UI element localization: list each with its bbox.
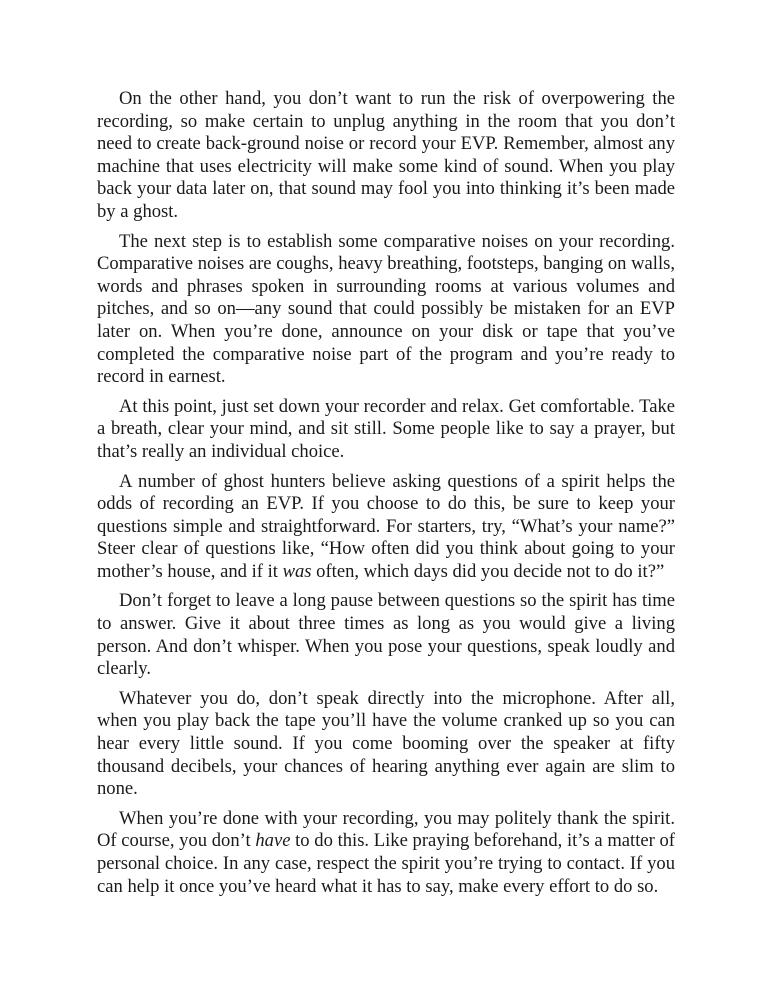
paragraph-asking-questions	[97, 471, 675, 584]
page-body	[97, 88, 675, 905]
emphasis-text: was	[282, 560, 312, 582]
paragraph-text: Whatever you do, don’t speak directly into the microphone. After all, when you play back the tape you’ll have the volume cranked up so you can hear every little sound. If you come booming over the speaker at fifty thousand decibels, your chances of hearing anything ever again are slim to none.	[97, 687, 675, 800]
paragraph-microphone	[97, 688, 675, 801]
paragraph-text: When you’re done with your recording, you may politely thank the spirit. Of course, you don’t	[97, 807, 675, 852]
paragraph-long-pause	[97, 590, 675, 680]
paragraph-comparative-noises	[97, 231, 675, 389]
paragraph-text: Don’t forget to leave a long pause between questions so the spirit has time to answer. Give it about three times as long as you would give a living person. And don’t whisper. When you pose your questions, speak loudly and clearly.	[97, 590, 675, 680]
paragraph-text: often, which days did you decide not to do it?”	[311, 560, 665, 582]
paragraph-text: The next step is to establish some comparative noises on your recording. Comparative noises are coughs, heavy breathing, footsteps, banging on walls, words and phrases spoken in surrounding rooms at various volumes and pitches, and so on—any sound that could possibly be mistaken for an EVP later on. When you’re done, announce on your disk or tape that you’ve completed the comparative noise part of the program and you’re ready to record in earnest.	[97, 230, 675, 388]
paragraph-thank-spirit	[97, 808, 675, 898]
paragraph-text: At this point, just set down your recorder and relax. Get comfortable. Take a breath, clear your mind, and sit still. Some people like to say a prayer, but that’s really an individual choice.	[97, 395, 675, 462]
paragraph-relax	[97, 396, 675, 464]
paragraph-text: to do this. Like praying beforehand, it’s a matter of personal choice. In any case, respect the spirit you’re trying to contact. If you can help it once you’ve heard what it has to say, make every effort to do so.	[97, 830, 675, 897]
paragraph-text: On the other hand, you don’t want to run the risk of overpowering the recording, so make certain to unplug anything in the room that you don’t need to create back-ground noise or record your EVP. Remember, almost any machine that uses electricity will make some kind of sound. When you play back your data later on, that sound may fool you into thinking it’s been made by a ghost.	[97, 88, 675, 222]
paragraph-unplug-devices	[97, 88, 675, 224]
paragraph-text: A number of ghost hunters believe asking questions of a spirit helps the odds of recording an EVP. If you choose to do this, be sure to keep your questions simple and straightforward. For starters, try, “What’s your name?” Steer clear of questions like, “How often did you think about going to your mother’s house, and if it	[97, 470, 675, 582]
emphasis-text: have	[255, 830, 291, 852]
